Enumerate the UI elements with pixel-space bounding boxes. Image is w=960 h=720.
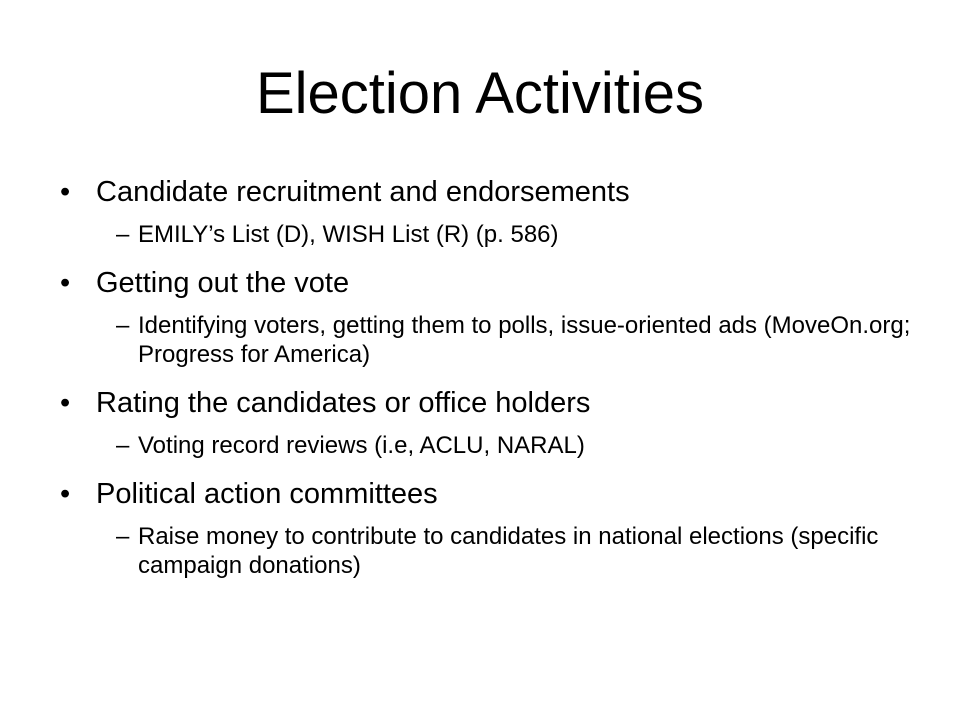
bullet-text: Candidate recruitment and endorsements (96, 176, 630, 208)
bullet-item-political-action-committees (60, 474, 920, 514)
bullet-item-candidate-recruitment (60, 172, 920, 212)
bullet-text: Political action committees (96, 478, 438, 510)
bullet-text: Getting out the vote (96, 267, 350, 299)
sub-bullet-item (60, 431, 920, 460)
bullet-icon: • (60, 267, 71, 299)
dash-icon: – (116, 523, 130, 550)
bullet-list (60, 172, 920, 580)
bullet-icon: • (60, 387, 71, 419)
bullet-icon: • (60, 176, 71, 208)
slide-title: Election Activities (255, 61, 705, 126)
sub-bullet-text: EMILY’s List (D), WISH List (R) (p. 586) (138, 221, 559, 248)
bullet-icon: • (60, 478, 71, 510)
sub-bullet-text: Identifying voters, getting them to polls, issue-oriented ads (MoveOn.org; Progress for America) (138, 312, 911, 368)
dash-icon: – (116, 221, 130, 248)
sub-bullet-item (60, 220, 920, 249)
dash-icon: – (116, 432, 130, 459)
sub-bullet-item (60, 311, 920, 369)
bullet-text: Rating the candidates or office holders (96, 387, 591, 419)
sub-bullet-text: Voting record reviews (i.e, ACLU, NARAL) (138, 432, 585, 459)
bullet-item-rating-candidates (60, 383, 920, 423)
sub-bullet-text: Raise money to contribute to candidates in national elections (specific campaign donations) (138, 523, 879, 579)
sub-bullet-item (60, 522, 920, 580)
bullet-item-getting-out-the-vote (60, 263, 920, 303)
dash-icon: – (116, 312, 130, 339)
